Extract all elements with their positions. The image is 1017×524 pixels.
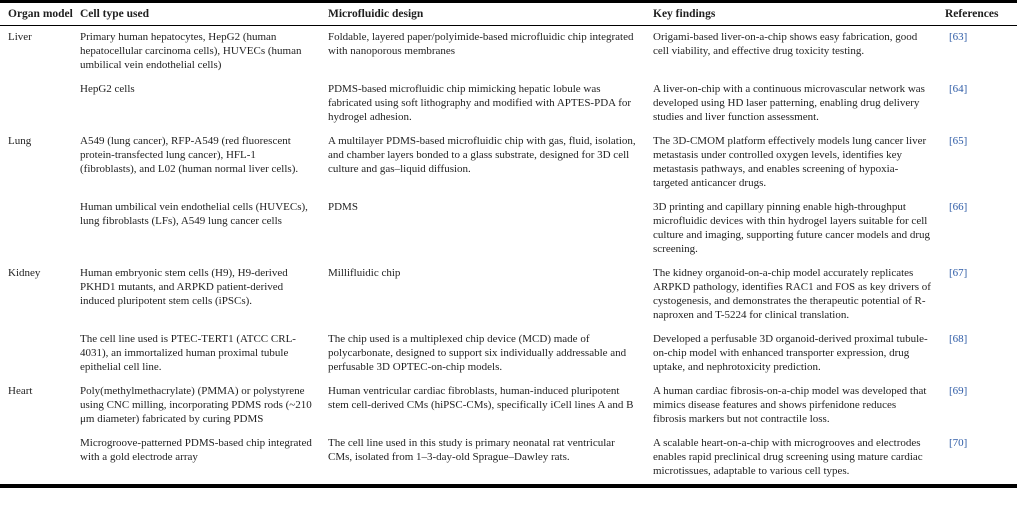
microfluidic-design-cell: The cell line used in this study is primary neonatal rat ventricular CMs, isolated from 1–3-day-old Sprague–Dawley rats. — [328, 437, 615, 463]
col-header-cell-type: Cell type used — [80, 2, 328, 26]
organ-model-cell — [0, 78, 80, 130]
organ-model-cell — [0, 432, 80, 486]
col-header-key-findings: Key findings — [653, 2, 945, 26]
cell-type-cell: HepG2 cells — [80, 83, 135, 95]
microfluidic-design-cell: The chip used is a multiplexed chip device (MCD) made of polycarbonate, designed to support six individually addressable and perfusable 3D OPTEC-on-chip models. — [328, 333, 627, 373]
table-row — [0, 26, 1017, 79]
table-row — [0, 432, 1017, 486]
col-header-organ-model: Organ model — [0, 2, 80, 26]
reference-citation-link[interactable]: [70] — [949, 437, 968, 449]
microfluidic-design-cell: PDMS — [328, 201, 358, 213]
table-row — [0, 130, 1017, 196]
organ-model-cell: Liver — [8, 31, 32, 43]
organ-model-cell: Heart — [8, 385, 33, 397]
microfluidic-design-cell: A multilayer PDMS-based microfluidic chip with gas, fluid, isolation, and chamber layers bonded to a glass substrate, designed for 3D cell culture and gas–liquid diffusion. — [328, 135, 636, 175]
cell-type-cell: Human umbilical vein endothelial cells (HUVECs), lung fibroblasts (LFs), A549 lung cancer cells — [80, 201, 308, 227]
key-findings-cell: A liver-on-chip with a continuous microvascular network was developed using HD laser patterning, enabling drug delivery studies and liver function assessment. — [653, 83, 925, 123]
reference-citation-link[interactable]: [69] — [949, 385, 968, 397]
cell-type-cell: Primary human hepatocytes, HepG2 (human hepatocellular carcinoma cells), HUVECs (human umbilical vein endothelial cells) — [80, 31, 302, 71]
reference-citation-link[interactable]: [67] — [949, 267, 968, 279]
reference-citation-link[interactable]: [68] — [949, 333, 968, 345]
header-row — [0, 2, 1017, 26]
microfluidic-design-cell: Foldable, layered paper/polyimide-based microfluidic chip integrated with nanoporous membranes — [328, 31, 634, 57]
reference-citation-link[interactable]: [66] — [949, 201, 968, 213]
organ-model-cell: Lung — [8, 135, 32, 147]
key-findings-cell: The kidney organoid-on-a-chip model accurately replicates ARPKD pathology, identifies RAC1 and FOS as key drivers of cystogenesis, and demonstrates the therapeutic potential of R-naproxen and T-5224 for clinical translation. — [653, 267, 931, 321]
key-findings-cell: A human cardiac fibrosis-on-a-chip model was developed that mimics disease features and shows pirfenidone reduces fibrosis markers but not contractile loss. — [653, 385, 927, 425]
reference-citation-link[interactable]: [65] — [949, 135, 968, 147]
table-row — [0, 196, 1017, 262]
table-row — [0, 380, 1017, 432]
key-findings-cell: Origami-based liver-on-a-chip shows easy fabrication, good cell viability, and effective drug toxicity testing. — [653, 31, 918, 57]
cell-type-cell: Human embryonic stem cells (H9), H9-derived PKHD1 mutants, and ARPKD patient-derived induced pluripotent stem cells (iPSCs). — [80, 267, 288, 307]
key-findings-cell: 3D printing and capillary pinning enable high-throughput microfluidic devices with thin hydrogel layers suitable for cell culture and imaging, supporting future cancer models and drug screening. — [653, 201, 931, 255]
table-row — [0, 328, 1017, 380]
microfluidic-design-cell: Human ventricular cardiac fibroblasts, human-induced pluripotent stem cell-derived CMs (hiPSC-CMs), specifically iCell lines A and B — [328, 385, 634, 411]
cell-type-cell: Microgroove-patterned PDMS-based chip integrated with a gold electrode array — [80, 437, 312, 463]
table-row — [0, 78, 1017, 130]
cell-type-cell: A549 (lung cancer), RFP-A549 (red fluorescent protein-transfected lung cancer), HFL-1 (fibroblasts), and L02 (human normal liver cells). — [80, 135, 299, 175]
key-findings-cell: A scalable heart-on-a-chip with microgrooves and electrodes enables rapid preclinical drug screening using mature cardiac microtissues, adaptable to various cell types. — [653, 437, 923, 477]
col-header-references: References — [945, 2, 1017, 26]
organ-model-cell — [0, 196, 80, 262]
microfluidic-design-cell: PDMS-based microfluidic chip mimicking hepatic lobule was fabricated using soft lithography and modified with APTES-PDA for hydrogel adhesion. — [328, 83, 632, 123]
col-header-microfluidic-design: Microfluidic design — [328, 2, 653, 26]
cell-type-cell: The cell line used is PTEC-TERT1 (ATCC CRL-4031), an immortalized human proximal tubule epithelial cell line. — [80, 333, 296, 373]
table-row — [0, 262, 1017, 328]
organ-model-cell — [0, 328, 80, 380]
organ-model-cell: Kidney — [8, 267, 41, 279]
key-findings-cell: The 3D-CMOM platform effectively models lung cancer liver metastasis under controlled oxygen levels, identifies key metastasis pathways, and enables screening of hypoxia-targeted anticancer drugs. — [653, 135, 927, 189]
reference-citation-link[interactable]: [64] — [949, 83, 968, 95]
reference-citation-link[interactable]: [63] — [949, 31, 968, 43]
microfluidic-design-cell: Millifluidic chip — [328, 267, 401, 279]
cell-type-cell: Poly(methylmethacrylate) (PMMA) or polystyrene using CNC milling, incorporating PDMS rods (~210 μm diameter) fabricated by curing PDMS — [80, 385, 312, 425]
key-findings-cell: Developed a perfusable 3D organoid-derived proximal tubule-on-chip model with enhanced transporter expression, drug uptake, and nephrotoxicity prediction. — [653, 333, 928, 373]
